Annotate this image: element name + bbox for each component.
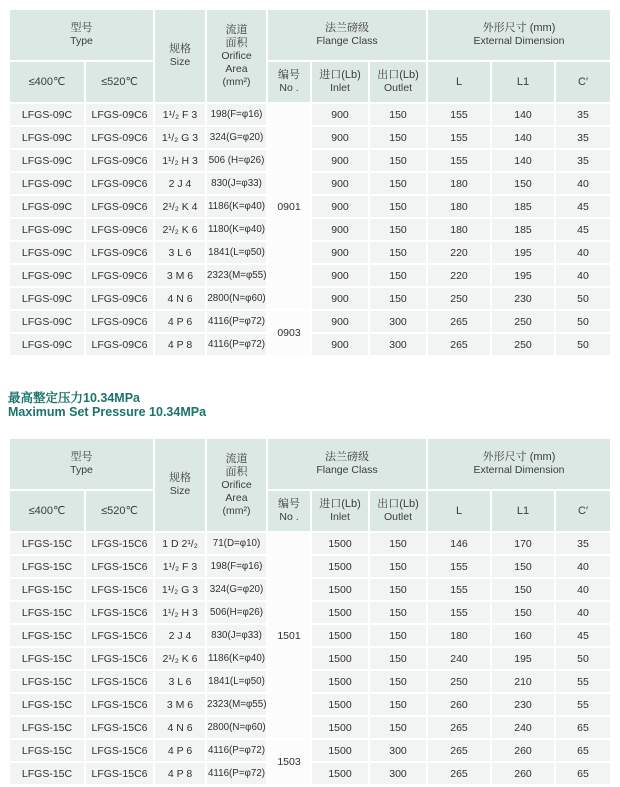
cell-l: 180 (428, 173, 490, 194)
header-label-line: ≤520℃ (101, 75, 138, 88)
cell-l1: 260 (492, 740, 554, 761)
header-label-line: Outlet (384, 82, 413, 94)
header-label-line: L (455, 75, 463, 88)
header-label-line: 编号 (278, 69, 301, 81)
cell-l: 220 (428, 265, 490, 286)
table-body (10, 104, 610, 355)
spec-table-lfgs-15c (8, 437, 612, 786)
cell-type-520: LFGS-09C6 (86, 196, 153, 217)
cell-orifice-area: 71(D=φ10) (207, 533, 266, 554)
cell-c-prime: 45 (556, 196, 610, 217)
header-label-line: No . (279, 82, 299, 94)
cell-inlet: 1500 (312, 763, 368, 784)
cell-inlet: 1500 (312, 648, 368, 669)
cell-type-520: LFGS-15C6 (86, 648, 153, 669)
cell-inlet: 900 (312, 265, 368, 286)
cell-orifice-area: 198(F=φ16) (207, 556, 266, 577)
cell-orifice-area: 2800(N=φ60) (207, 717, 266, 738)
cell-type-520: LFGS-09C6 (86, 288, 153, 309)
header-label-line: Area (225, 62, 248, 75)
cell-inlet: 1500 (312, 533, 368, 554)
cell-type-400: LFGS-09C (10, 265, 84, 286)
cell-type-400: LFGS-15C (10, 717, 84, 738)
header-label-line: (mm²) (222, 75, 251, 88)
header-l (428, 62, 490, 102)
cell-l: 265 (428, 763, 490, 784)
cell-inlet: 1500 (312, 717, 368, 738)
cell-l: 265 (428, 717, 490, 738)
cell-orifice-area: 1180(K=φ40) (207, 219, 266, 240)
header-row-top (10, 439, 610, 489)
cell-inlet: 900 (312, 311, 368, 332)
cell-l: 155 (428, 127, 490, 148)
header-label-line: Type (70, 464, 93, 476)
cell-c-prime: 55 (556, 671, 610, 692)
header-label-line: 进口(Lb) (319, 498, 361, 510)
cell-l: 155 (428, 602, 490, 623)
cell-c-prime: 40 (556, 242, 610, 263)
header-size (155, 439, 205, 531)
header-temp-520 (86, 491, 153, 531)
cell-size: 1¹/₂ F 3 (155, 104, 205, 125)
cell-outlet: 150 (370, 671, 426, 692)
cell-type-520: LFGS-15C6 (86, 763, 153, 784)
header-external-dimension (428, 10, 610, 60)
header-label-line: C′ (578, 504, 589, 517)
cell-type-520: LFGS-15C6 (86, 602, 153, 623)
header-label-line: Inlet (330, 82, 350, 94)
cell-l: 155 (428, 579, 490, 600)
cell-type-400: LFGS-09C (10, 242, 84, 263)
cell-l1: 150 (492, 602, 554, 623)
cell-l1: 170 (492, 533, 554, 554)
cell-type-520: LFGS-09C6 (86, 104, 153, 125)
cell-type-520: LFGS-15C6 (86, 533, 153, 554)
cell-c-prime: 40 (556, 173, 610, 194)
header-label-line: 规格 (169, 43, 192, 55)
cell-orifice-area: 2323(M=φ55) (207, 265, 266, 286)
cell-c-prime: 35 (556, 150, 610, 171)
cell-orifice-area: 830(J=φ33) (207, 173, 266, 194)
header-label-line: 规格 (169, 472, 192, 484)
max-pressure-title-zh: 最高整定压力10.34MPa (8, 391, 140, 405)
cell-c-prime: 45 (556, 219, 610, 240)
cell-type-520: LFGS-09C6 (86, 265, 153, 286)
cell-l1: 140 (492, 150, 554, 171)
cell-c-prime: 65 (556, 717, 610, 738)
cell-size: 2¹/₂ K 6 (155, 648, 205, 669)
cell-size: 2 J 4 (155, 625, 205, 646)
cell-l: 155 (428, 104, 490, 125)
cell-orifice-area: 506 (H=φ26) (207, 150, 266, 171)
cell-outlet: 150 (370, 625, 426, 646)
cell-inlet: 1500 (312, 625, 368, 646)
cell-c-prime: 40 (556, 556, 610, 577)
cell-c-prime: 65 (556, 763, 610, 784)
cell-orifice-area: 506(H=φ26) (207, 602, 266, 623)
cell-l1: 250 (492, 334, 554, 355)
cell-orifice-area: 4116(P=φ72) (207, 763, 266, 784)
header-external-dimension (428, 439, 610, 489)
cell-size: 2¹/₂ K 4 (155, 196, 205, 217)
header-no (268, 491, 310, 531)
cell-orifice-area: 4116(P=φ72) (207, 334, 266, 355)
header-label-line: 流道 (225, 452, 248, 465)
header-outlet (370, 62, 426, 102)
header-label-line: Orifice (221, 49, 252, 62)
cell-type-400: LFGS-15C (10, 556, 84, 577)
cell-type-400: LFGS-09C (10, 311, 84, 332)
cell-type-520: LFGS-15C6 (86, 556, 153, 577)
cell-l1: 140 (492, 104, 554, 125)
cell-size: 1¹/₂ H 3 (155, 150, 205, 171)
cell-type-400: LFGS-09C (10, 150, 84, 171)
cell-l: 265 (428, 311, 490, 332)
cell-outlet: 150 (370, 127, 426, 148)
header-l (428, 491, 490, 531)
table-head (10, 439, 610, 531)
cell-l: 250 (428, 671, 490, 692)
cell-outlet: 150 (370, 533, 426, 554)
cell-type-520: LFGS-09C6 (86, 311, 153, 332)
cell-size: 4 P 8 (155, 763, 205, 784)
cell-type-520: LFGS-09C6 (86, 334, 153, 355)
cell-c-prime: 35 (556, 533, 610, 554)
header-orifice-area (207, 439, 266, 531)
header-label-line: Inlet (330, 511, 350, 523)
cell-inlet: 900 (312, 173, 368, 194)
cell-orifice-area: 4116(P=φ72) (207, 740, 266, 761)
cell-c-prime: 50 (556, 334, 610, 355)
header-label-line: 出口(Lb) (377, 69, 419, 81)
header-label-line: 法兰磅级 (325, 22, 370, 34)
cell-no: 0903 (268, 311, 310, 355)
cell-outlet: 150 (370, 556, 426, 577)
table-head (10, 10, 610, 102)
cell-l1: 140 (492, 127, 554, 148)
header-label-line: 型号 (70, 22, 93, 34)
cell-outlet: 300 (370, 311, 426, 332)
header-label-line: L1 (516, 504, 530, 517)
header-inlet (312, 491, 368, 531)
cell-size: 2¹/₂ K 6 (155, 219, 205, 240)
table-row (10, 740, 610, 761)
cell-l1: 195 (492, 242, 554, 263)
cell-l1: 250 (492, 311, 554, 332)
header-label-line: ≤400℃ (28, 504, 66, 517)
cell-outlet: 150 (370, 648, 426, 669)
cell-l1: 160 (492, 625, 554, 646)
cell-inlet: 1500 (312, 694, 368, 715)
header-label-line: Area (225, 491, 248, 504)
header-label-line: L1 (516, 75, 530, 88)
table-row (10, 104, 610, 125)
cell-l: 220 (428, 242, 490, 263)
cell-l: 240 (428, 648, 490, 669)
cell-outlet: 150 (370, 104, 426, 125)
header-label-line: ≤520℃ (101, 504, 138, 517)
table-row (10, 311, 610, 332)
cell-c-prime: 35 (556, 104, 610, 125)
cell-outlet: 150 (370, 717, 426, 738)
cell-size: 1¹/₂ F 3 (155, 556, 205, 577)
header-label-line: Flange Class (316, 464, 378, 476)
header-c-prime (556, 62, 610, 102)
cell-size: 4 P 8 (155, 334, 205, 355)
cell-type-400: LFGS-09C (10, 219, 84, 240)
cell-size: 1 D 2¹/₂ (155, 533, 205, 554)
cell-l1: 195 (492, 265, 554, 286)
header-label-line: C′ (578, 75, 589, 88)
cell-inlet: 900 (312, 288, 368, 309)
cell-inlet: 900 (312, 127, 368, 148)
cell-type-400: LFGS-15C (10, 671, 84, 692)
header-flange-class (268, 439, 426, 489)
cell-inlet: 900 (312, 150, 368, 171)
cell-size: 4 N 6 (155, 717, 205, 738)
header-temp-520 (86, 62, 153, 102)
cell-type-520: LFGS-09C6 (86, 242, 153, 263)
cell-type-520: LFGS-15C6 (86, 579, 153, 600)
header-label-line: Size (169, 56, 191, 68)
cell-l1: 150 (492, 579, 554, 600)
cell-type-400: LFGS-09C (10, 196, 84, 217)
header-flange-class (268, 10, 426, 60)
cell-outlet: 300 (370, 763, 426, 784)
cell-type-520: LFGS-15C6 (86, 740, 153, 761)
header-label-line: 外形尺寸 (mm) (482, 22, 556, 34)
cell-c-prime: 65 (556, 740, 610, 761)
cell-inlet: 900 (312, 242, 368, 263)
cell-l1: 230 (492, 694, 554, 715)
cell-outlet: 150 (370, 265, 426, 286)
cell-size: 4 P 6 (155, 740, 205, 761)
header-label-line: 出口(Lb) (377, 498, 419, 510)
header-l1 (492, 491, 554, 531)
header-row-sub (10, 491, 610, 531)
cell-c-prime: 50 (556, 288, 610, 309)
cell-orifice-area: 324(G=φ20) (207, 579, 266, 600)
cell-size: 3 L 6 (155, 242, 205, 263)
header-type (10, 10, 153, 60)
cell-l: 155 (428, 150, 490, 171)
cell-l1: 210 (492, 671, 554, 692)
header-label-line: External Dimension (473, 464, 565, 476)
header-label-line: (mm²) (222, 504, 251, 517)
cell-l: 180 (428, 219, 490, 240)
cell-size: 4 N 6 (155, 288, 205, 309)
cell-outlet: 150 (370, 694, 426, 715)
header-label-line: ≤400℃ (28, 75, 66, 88)
cell-c-prime: 40 (556, 265, 610, 286)
cell-l1: 260 (492, 763, 554, 784)
table-row (10, 533, 610, 554)
cell-type-520: LFGS-09C6 (86, 150, 153, 171)
header-orifice-area (207, 10, 266, 102)
cell-type-520: LFGS-15C6 (86, 625, 153, 646)
header-row-sub (10, 62, 610, 102)
cell-l1: 150 (492, 173, 554, 194)
cell-type-400: LFGS-15C (10, 602, 84, 623)
cell-no: 1503 (268, 740, 310, 784)
cell-type-520: LFGS-09C6 (86, 173, 153, 194)
cell-size: 2 J 4 (155, 173, 205, 194)
header-label-line: External Dimension (473, 35, 565, 47)
header-no (268, 62, 310, 102)
cell-size: 1¹/₂ H 3 (155, 602, 205, 623)
cell-orifice-area: 2800(N=φ60) (207, 288, 266, 309)
cell-c-prime: 45 (556, 625, 610, 646)
cell-outlet: 150 (370, 150, 426, 171)
cell-size: 1¹/₂ G 3 (155, 579, 205, 600)
cell-orifice-area: 324(G=φ20) (207, 127, 266, 148)
cell-inlet: 1500 (312, 671, 368, 692)
cell-outlet: 150 (370, 242, 426, 263)
cell-outlet: 300 (370, 740, 426, 761)
header-label-line: 外形尺寸 (mm) (482, 451, 556, 463)
spec-table-lfgs-09c (8, 8, 612, 357)
max-pressure-headline (8, 391, 612, 419)
cell-size: 3 M 6 (155, 265, 205, 286)
cell-outlet: 150 (370, 288, 426, 309)
cell-orifice-area: 1186(K=φ40) (207, 648, 266, 669)
cell-orifice-area: 830(J=φ33) (207, 625, 266, 646)
cell-inlet: 1500 (312, 579, 368, 600)
cell-size: 1¹/₂ G 3 (155, 127, 205, 148)
header-label-line: Size (169, 485, 191, 497)
header-label-line: L (455, 504, 463, 517)
cell-size: 4 P 6 (155, 311, 205, 332)
cell-l: 180 (428, 625, 490, 646)
cell-inlet: 900 (312, 104, 368, 125)
header-label-line: No . (279, 511, 299, 523)
header-row-top (10, 10, 610, 60)
header-temp-400 (10, 491, 84, 531)
cell-type-520: LFGS-09C6 (86, 219, 153, 240)
cell-inlet: 900 (312, 219, 368, 240)
cell-type-400: LFGS-09C (10, 173, 84, 194)
cell-c-prime: 50 (556, 648, 610, 669)
cell-orifice-area: 2323(M=φ55) (207, 694, 266, 715)
header-label-line: Orifice (221, 478, 252, 491)
max-pressure-title-en: Maximum Set Pressure 10.34MPa (8, 405, 207, 419)
header-type (10, 439, 153, 489)
cell-c-prime: 40 (556, 602, 610, 623)
cell-outlet: 150 (370, 219, 426, 240)
cell-c-prime: 55 (556, 694, 610, 715)
cell-type-400: LFGS-09C (10, 127, 84, 148)
header-label-line: 法兰磅级 (325, 451, 370, 463)
header-label-line: Flange Class (316, 35, 378, 47)
cell-inlet: 1500 (312, 556, 368, 577)
cell-l1: 195 (492, 648, 554, 669)
cell-orifice-area: 1841(L=φ50) (207, 242, 266, 263)
header-c-prime (556, 491, 610, 531)
header-label-line: Outlet (384, 511, 413, 523)
cell-orifice-area: 1186(K=φ40) (207, 196, 266, 217)
cell-type-520: LFGS-15C6 (86, 671, 153, 692)
cell-c-prime: 50 (556, 311, 610, 332)
cell-type-400: LFGS-15C (10, 533, 84, 554)
cell-size: 3 L 6 (155, 671, 205, 692)
header-label-line: 型号 (70, 451, 93, 463)
header-label-line: 面积 (225, 36, 248, 49)
cell-l: 260 (428, 694, 490, 715)
cell-l1: 185 (492, 196, 554, 217)
cell-type-400: LFGS-15C (10, 763, 84, 784)
cell-l: 180 (428, 196, 490, 217)
cell-type-520: LFGS-15C6 (86, 694, 153, 715)
table-body (10, 533, 610, 784)
cell-no: 0901 (268, 104, 310, 309)
cell-inlet: 900 (312, 334, 368, 355)
cell-type-520: LFGS-09C6 (86, 127, 153, 148)
cell-orifice-area: 1841(L=φ50) (207, 671, 266, 692)
header-inlet (312, 62, 368, 102)
header-size (155, 10, 205, 102)
cell-inlet: 1500 (312, 740, 368, 761)
header-l1 (492, 62, 554, 102)
cell-c-prime: 40 (556, 579, 610, 600)
cell-c-prime: 35 (556, 127, 610, 148)
cell-type-400: LFGS-15C (10, 694, 84, 715)
cell-l1: 185 (492, 219, 554, 240)
cell-l1: 230 (492, 288, 554, 309)
cell-type-520: LFGS-15C6 (86, 717, 153, 738)
cell-outlet: 150 (370, 602, 426, 623)
header-label-line: 编号 (278, 498, 301, 510)
cell-type-400: LFGS-15C (10, 579, 84, 600)
cell-l: 146 (428, 533, 490, 554)
header-label-line: 流道 (225, 23, 248, 36)
cell-l1: 150 (492, 556, 554, 577)
cell-outlet: 150 (370, 579, 426, 600)
cell-outlet: 150 (370, 196, 426, 217)
cell-outlet: 150 (370, 173, 426, 194)
cell-inlet: 900 (312, 196, 368, 217)
header-label-line: 进口(Lb) (319, 69, 361, 81)
cell-l: 265 (428, 334, 490, 355)
cell-no: 1501 (268, 533, 310, 738)
cell-l: 250 (428, 288, 490, 309)
cell-orifice-area: 4116(P=φ72) (207, 311, 266, 332)
cell-type-400: LFGS-09C (10, 334, 84, 355)
cell-type-400: LFGS-15C (10, 625, 84, 646)
cell-type-400: LFGS-09C (10, 104, 84, 125)
cell-l1: 240 (492, 717, 554, 738)
cell-inlet: 1500 (312, 602, 368, 623)
cell-outlet: 300 (370, 334, 426, 355)
header-label-line: Type (70, 35, 93, 47)
cell-size: 3 M 6 (155, 694, 205, 715)
cell-type-400: LFGS-15C (10, 740, 84, 761)
header-outlet (370, 491, 426, 531)
header-temp-400 (10, 62, 84, 102)
cell-l: 265 (428, 740, 490, 761)
cell-orifice-area: 198(F=φ16) (207, 104, 266, 125)
cell-type-400: LFGS-09C (10, 288, 84, 309)
cell-l: 155 (428, 556, 490, 577)
cell-type-400: LFGS-15C (10, 648, 84, 669)
header-label-line: 面积 (225, 465, 248, 478)
